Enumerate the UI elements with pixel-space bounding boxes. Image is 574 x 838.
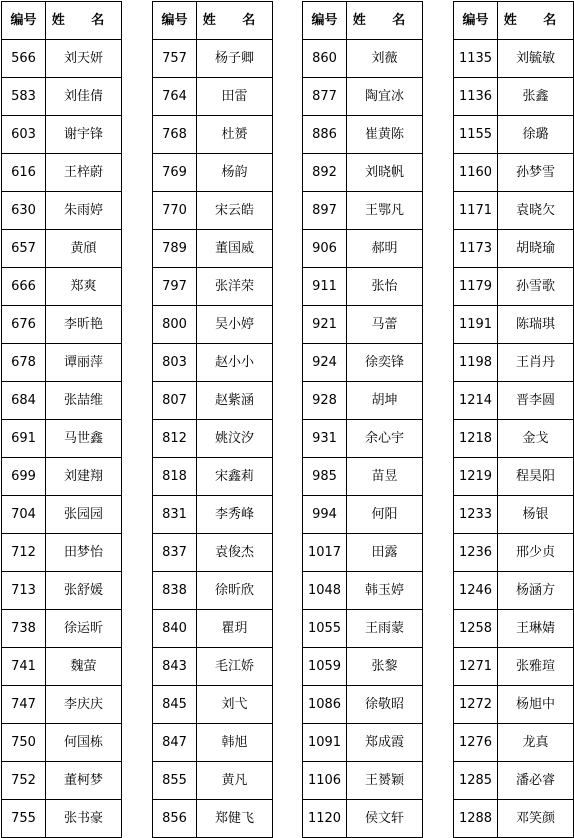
id-cell: 750	[2, 724, 46, 762]
name-cell: 徐璐	[498, 116, 574, 154]
id-cell: 1171	[454, 192, 498, 230]
id-cell: 1106	[303, 762, 347, 800]
table-row	[2, 800, 122, 838]
id-cell: 603	[2, 116, 46, 154]
id-cell: 1017	[303, 534, 347, 572]
id-cell: 1191	[454, 306, 498, 344]
table-row	[2, 724, 122, 762]
name-cell: 郑健飞	[197, 800, 273, 838]
id-cell: 1276	[454, 724, 498, 762]
id-cell: 1055	[303, 610, 347, 648]
id-cell: 684	[2, 382, 46, 420]
id-cell: 1246	[454, 572, 498, 610]
table-row	[303, 420, 423, 458]
id-cell: 840	[153, 610, 197, 648]
table-row	[303, 306, 423, 344]
table-row	[153, 610, 273, 648]
table-row	[153, 572, 273, 610]
name-cell: 龙真	[498, 724, 574, 762]
name-cell: 袁晓欠	[498, 192, 574, 230]
name-cell: 谭丽萍	[46, 344, 122, 382]
table-row	[153, 800, 273, 838]
name-cell: 张怡	[347, 268, 423, 306]
table-row	[2, 154, 122, 192]
name-cell: 潘必睿	[498, 762, 574, 800]
id-cell: 704	[2, 496, 46, 534]
name-cell: 毛江娇	[197, 648, 273, 686]
id-cell: 789	[153, 230, 197, 268]
id-cell: 860	[303, 40, 347, 78]
table-row	[454, 534, 574, 572]
name-cell: 郑爽	[46, 268, 122, 306]
table-row	[454, 306, 574, 344]
name-cell: 黄頎	[46, 230, 122, 268]
id-cell: 699	[2, 458, 46, 496]
name-column-header-label: 姓 名	[503, 13, 568, 28]
table-row	[303, 610, 423, 648]
id-cell: 764	[153, 78, 197, 116]
table-row	[2, 458, 122, 496]
name-cell: 杨银	[498, 496, 574, 534]
table-row	[303, 496, 423, 534]
table-row	[454, 154, 574, 192]
name-cell: 张雅瑄	[498, 648, 574, 686]
id-cell: 838	[153, 572, 197, 610]
table-row	[2, 496, 122, 534]
id-cell: 818	[153, 458, 197, 496]
table-row	[303, 40, 423, 78]
id-cell: 747	[2, 686, 46, 724]
name-cell: 苗昱	[347, 458, 423, 496]
name-cell: 杨韵	[197, 154, 273, 192]
name-cell: 王鄂凡	[347, 192, 423, 230]
table-row	[303, 458, 423, 496]
name-cell: 程昊阳	[498, 458, 574, 496]
table-row	[454, 686, 574, 724]
id-cell: 837	[153, 534, 197, 572]
name-cell: 朱雨婷	[46, 192, 122, 230]
id-cell: 1236	[454, 534, 498, 572]
table-row	[153, 116, 273, 154]
table-row	[153, 230, 273, 268]
table-row	[454, 344, 574, 382]
name-cell: 陶宜冰	[347, 78, 423, 116]
table-row	[153, 648, 273, 686]
id-cell: 752	[2, 762, 46, 800]
id-cell: 847	[153, 724, 197, 762]
id-cell: 931	[303, 420, 347, 458]
name-cell: 刘佳倩	[46, 78, 122, 116]
id-cell: 843	[153, 648, 197, 686]
name-cell: 田梦怡	[46, 534, 122, 572]
table-row	[303, 230, 423, 268]
id-cell: 856	[153, 800, 197, 838]
id-cell: 713	[2, 572, 46, 610]
id-cell: 797	[153, 268, 197, 306]
name-cell: 杨涵方	[498, 572, 574, 610]
name-cell: 郝明	[347, 230, 423, 268]
id-column-header: 编号	[454, 2, 498, 40]
table-row	[153, 724, 273, 762]
table-row	[2, 78, 122, 116]
name-cell: 马世鑫	[46, 420, 122, 458]
header-row	[454, 2, 574, 40]
name-cell: 王梓蔚	[46, 154, 122, 192]
name-cell: 张舒媛	[46, 572, 122, 610]
id-column-header: 编号	[153, 2, 197, 40]
table-row	[303, 382, 423, 420]
table-row	[2, 382, 122, 420]
id-cell: 1272	[454, 686, 498, 724]
table-row	[2, 686, 122, 724]
id-cell: 886	[303, 116, 347, 154]
id-cell: 712	[2, 534, 46, 572]
table-row	[2, 116, 122, 154]
name-column-header-label: 姓 名	[352, 13, 417, 28]
table-row	[303, 116, 423, 154]
table-row	[303, 268, 423, 306]
name-cell: 胡晓瑜	[498, 230, 574, 268]
id-cell: 1198	[454, 344, 498, 382]
name-cell: 王雨蒙	[347, 610, 423, 648]
table-row	[303, 344, 423, 382]
table-row	[2, 610, 122, 648]
name-cell: 郑成霞	[347, 724, 423, 762]
name-cell: 杨子卿	[197, 40, 273, 78]
id-cell: 1160	[454, 154, 498, 192]
name-cell: 徐敬昭	[347, 686, 423, 724]
name-cell: 晋李圆	[498, 382, 574, 420]
name-cell: 徐奕锋	[347, 344, 423, 382]
name-cell: 张鑫	[498, 78, 574, 116]
table-row	[303, 572, 423, 610]
table-row	[2, 230, 122, 268]
name-column-header-label: 姓 名	[51, 13, 116, 28]
id-cell: 1288	[454, 800, 498, 838]
id-cell: 566	[2, 40, 46, 78]
name-column-header	[46, 2, 122, 40]
id-cell: 877	[303, 78, 347, 116]
id-cell: 911	[303, 268, 347, 306]
name-cell: 李昕艳	[46, 306, 122, 344]
id-cell: 812	[153, 420, 197, 458]
table-row	[454, 724, 574, 762]
id-cell: 1179	[454, 268, 498, 306]
id-cell: 1120	[303, 800, 347, 838]
name-cell: 孙雪歌	[498, 268, 574, 306]
name-cell: 宋云皓	[197, 192, 273, 230]
name-column-header	[197, 2, 273, 40]
id-cell: 1173	[454, 230, 498, 268]
roster-table-4	[453, 1, 574, 838]
id-cell: 921	[303, 306, 347, 344]
id-cell: 803	[153, 344, 197, 382]
table-row	[2, 40, 122, 78]
id-cell: 924	[303, 344, 347, 382]
id-cell: 630	[2, 192, 46, 230]
id-cell: 1285	[454, 762, 498, 800]
id-cell: 738	[2, 610, 46, 648]
table-row	[303, 192, 423, 230]
header-row	[153, 2, 273, 40]
name-cell: 金戈	[498, 420, 574, 458]
table-row	[153, 686, 273, 724]
table-row	[2, 192, 122, 230]
roster-table-1	[1, 1, 122, 838]
id-cell: 1218	[454, 420, 498, 458]
table-row	[454, 40, 574, 78]
name-cell: 吴小婷	[197, 306, 273, 344]
table-row	[153, 420, 273, 458]
table-row	[2, 762, 122, 800]
name-cell: 张喆维	[46, 382, 122, 420]
name-cell: 杜赟	[197, 116, 273, 154]
id-cell: 906	[303, 230, 347, 268]
name-cell: 王肖丹	[498, 344, 574, 382]
name-cell: 刘天妍	[46, 40, 122, 78]
id-cell: 928	[303, 382, 347, 420]
id-cell: 755	[2, 800, 46, 838]
name-column-header-label: 姓 名	[202, 13, 267, 28]
id-cell: 757	[153, 40, 197, 78]
name-cell: 赵小小	[197, 344, 273, 382]
name-cell: 韩旭	[197, 724, 273, 762]
name-cell: 李秀峰	[197, 496, 273, 534]
name-cell: 王赟颖	[347, 762, 423, 800]
table-row	[153, 496, 273, 534]
table-row	[454, 78, 574, 116]
table-row	[2, 344, 122, 382]
id-cell: 1135	[454, 40, 498, 78]
roster-table-2	[152, 1, 273, 838]
table-row	[454, 648, 574, 686]
id-cell: 583	[2, 78, 46, 116]
table-row	[2, 572, 122, 610]
name-cell: 崔黄陈	[347, 116, 423, 154]
id-cell: 768	[153, 116, 197, 154]
table-row	[454, 572, 574, 610]
name-cell: 刘晓帆	[347, 154, 423, 192]
table-row	[153, 306, 273, 344]
table-row	[303, 154, 423, 192]
table-row	[303, 800, 423, 838]
table-row	[454, 420, 574, 458]
id-cell: 1258	[454, 610, 498, 648]
name-cell: 孙梦雪	[498, 154, 574, 192]
name-cell: 张洋荣	[197, 268, 273, 306]
table-row	[454, 496, 574, 534]
id-cell: 1155	[454, 116, 498, 154]
name-cell: 董柯梦	[46, 762, 122, 800]
table-row	[454, 458, 574, 496]
id-cell: 892	[303, 154, 347, 192]
table-row	[2, 534, 122, 572]
table-row	[2, 306, 122, 344]
table-row	[454, 800, 574, 838]
id-cell: 800	[153, 306, 197, 344]
id-column-header: 编号	[2, 2, 46, 40]
name-cell: 魏萤	[46, 648, 122, 686]
id-cell: 897	[303, 192, 347, 230]
name-cell: 董国威	[197, 230, 273, 268]
id-cell: 807	[153, 382, 197, 420]
name-cell: 徐运昕	[46, 610, 122, 648]
name-cell: 张园园	[46, 496, 122, 534]
name-cell: 邢少贞	[498, 534, 574, 572]
name-cell: 侯文轩	[347, 800, 423, 838]
name-cell: 赵紫涵	[197, 382, 273, 420]
name-cell: 李庆庆	[46, 686, 122, 724]
name-cell: 何阳	[347, 496, 423, 534]
name-cell: 刘建翔	[46, 458, 122, 496]
id-cell: 1214	[454, 382, 498, 420]
table-row	[303, 78, 423, 116]
name-cell: 何国栋	[46, 724, 122, 762]
id-cell: 1233	[454, 496, 498, 534]
table-row	[153, 534, 273, 572]
name-cell: 韩玉婷	[347, 572, 423, 610]
name-column-header	[347, 2, 423, 40]
id-cell: 831	[153, 496, 197, 534]
id-cell: 985	[303, 458, 347, 496]
table-row	[2, 420, 122, 458]
table-row	[153, 192, 273, 230]
roster-table-3	[302, 1, 423, 838]
id-cell: 666	[2, 268, 46, 306]
id-cell: 1059	[303, 648, 347, 686]
name-cell: 姚汶汐	[197, 420, 273, 458]
id-cell: 616	[2, 154, 46, 192]
name-cell: 黄凡	[197, 762, 273, 800]
name-cell: 胡坤	[347, 382, 423, 420]
table-row	[153, 268, 273, 306]
table-row	[454, 762, 574, 800]
name-cell: 田雷	[197, 78, 273, 116]
name-cell: 王琳婧	[498, 610, 574, 648]
id-cell: 657	[2, 230, 46, 268]
table-row	[454, 192, 574, 230]
name-cell: 刘薇	[347, 40, 423, 78]
name-cell: 宋鑫莉	[197, 458, 273, 496]
name-cell: 徐昕欣	[197, 572, 273, 610]
table-row	[153, 78, 273, 116]
header-row	[303, 2, 423, 40]
name-cell: 谢宇锋	[46, 116, 122, 154]
table-row	[153, 344, 273, 382]
name-cell: 马蕾	[347, 306, 423, 344]
table-row	[153, 382, 273, 420]
table-row	[454, 382, 574, 420]
id-cell: 1086	[303, 686, 347, 724]
table-row	[303, 648, 423, 686]
table-row	[303, 534, 423, 572]
id-cell: 676	[2, 306, 46, 344]
name-cell: 刘弋	[197, 686, 273, 724]
table-row	[303, 762, 423, 800]
table-row	[2, 268, 122, 306]
name-column-header	[498, 2, 574, 40]
table-row	[153, 154, 273, 192]
id-cell: 845	[153, 686, 197, 724]
id-cell: 855	[153, 762, 197, 800]
id-cell: 769	[153, 154, 197, 192]
name-cell: 陈瑞琪	[498, 306, 574, 344]
id-cell: 770	[153, 192, 197, 230]
name-cell: 瞿玥	[197, 610, 273, 648]
table-row	[153, 762, 273, 800]
id-cell: 1271	[454, 648, 498, 686]
id-cell: 1219	[454, 458, 498, 496]
name-cell: 袁俊杰	[197, 534, 273, 572]
id-cell: 741	[2, 648, 46, 686]
table-row	[303, 724, 423, 762]
name-cell: 田露	[347, 534, 423, 572]
id-cell: 1091	[303, 724, 347, 762]
table-row	[454, 610, 574, 648]
name-cell: 余心宇	[347, 420, 423, 458]
header-row	[2, 2, 122, 40]
table-row	[153, 458, 273, 496]
id-cell: 678	[2, 344, 46, 382]
name-cell: 刘毓敏	[498, 40, 574, 78]
id-cell: 994	[303, 496, 347, 534]
id-column-header: 编号	[303, 2, 347, 40]
table-row	[454, 268, 574, 306]
table-row	[153, 40, 273, 78]
name-cell: 杨旭中	[498, 686, 574, 724]
name-cell: 张书豪	[46, 800, 122, 838]
name-cell: 张黎	[347, 648, 423, 686]
table-row	[2, 648, 122, 686]
name-cell: 邓笑颜	[498, 800, 574, 838]
table-row	[454, 116, 574, 154]
id-cell: 1136	[454, 78, 498, 116]
table-row	[303, 686, 423, 724]
table-row	[454, 230, 574, 268]
id-cell: 1048	[303, 572, 347, 610]
id-cell: 691	[2, 420, 46, 458]
